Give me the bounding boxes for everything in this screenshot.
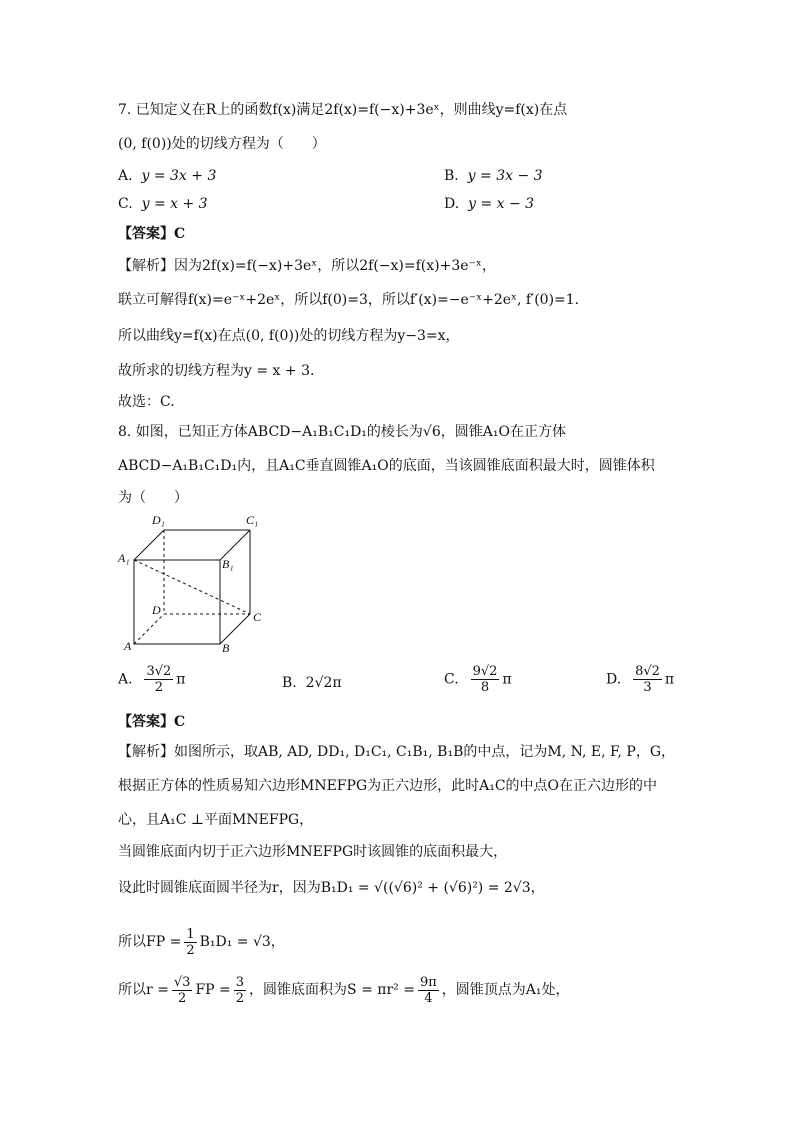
label-a: A: [124, 639, 132, 653]
q8-answer: 【答案】C: [118, 714, 186, 730]
q7-analysis-line5: 故选：C.: [118, 394, 175, 410]
label-d1: D₁: [152, 513, 165, 527]
q7-option-b: B. y = 3x − 3: [444, 168, 543, 184]
label-c: C: [253, 610, 262, 624]
q8-stem-line1: 8. 如图，已知正方体ABCD−A₁B₁C₁D₁的棱长为√6，圆锥A₁O在正方体: [118, 424, 566, 440]
edge-b1c1: [220, 530, 250, 560]
label-b: B: [222, 641, 230, 655]
label-d: D: [152, 603, 161, 617]
q7-analysis-line4: 故所求的切线方程为y = x + 3.: [118, 363, 315, 379]
edge-bc: [220, 614, 250, 644]
q8-option-c: C. $\frac{9√2}{8}$ π: [444, 664, 512, 695]
q7-option-c: C. y = x + 3: [118, 196, 208, 212]
label-c1: C₁: [246, 513, 259, 527]
q8-analysis-line2: 根据正方体的性质易知六边形MNEFPG为正六边形，此时A₁C的中点O在正六边形的中: [118, 778, 658, 794]
q8-analysis-line4: 当圆锥底面内切于正六边形MNEFPG时该圆锥的底面积最大，: [118, 844, 508, 860]
q7-analysis-line2: 联立可解得f(x)=e⁻ˣ+2eˣ，所以f(0)=3，所以f′(x)=−e⁻ˣ+2eˣ, f′(0)=1.: [118, 292, 580, 308]
edge-ad: [134, 614, 164, 644]
q7-stem-line1: 7. 已知定义在R上的函数f(x)满足2f(x)=f(−x)+3eˣ，则曲线y=f(x)在点: [118, 102, 568, 118]
cube-figure: [112, 510, 282, 656]
q8-option-d: D. $\frac{8√2}{3}$ π: [606, 664, 675, 695]
q8-analysis-line3: 心，且A₁C ⊥平面MNEFPG，: [118, 812, 314, 828]
q8-stem-line2: ABCD−A₁B₁C₁D₁内，且A₁C垂直圆锥A₁O的底面，当该圆锥底面积最大时，圆锥体积: [118, 458, 655, 474]
q7-answer: 【答案】C: [118, 226, 186, 242]
q8-fp-line: 所以FP = $\frac{1}{2}$ B₁D₁ = √3，: [118, 926, 285, 958]
q7-analysis-line3: 所以曲线y=f(x)在点(0, f(0))处的切线方程为y−3=x，: [118, 328, 460, 344]
q8-option-b: B. 2√2π: [282, 675, 342, 691]
q8-analysis-line5: 设此时圆锥底面圆半径为r，因为B₁D₁ = √((√6)² + (√6)²) = 2√3，: [118, 880, 545, 896]
q7-stem-line2: (0, f(0))处的切线方程为（ ）: [118, 136, 326, 152]
label-b1: B₁: [222, 557, 234, 571]
q7-option-a: A. y = 3x + 3: [118, 168, 217, 184]
q8-option-a: A. $\frac{3√2}{2}$ π: [118, 664, 186, 695]
q8-r-line: 所以r = $\frac{√3}{2}$ FP = $\frac{3}{2}$ ，圆锥底面积为S = πr² = $\frac{9\pi}{4}$ ，圆锥顶点为A₁处，: [118, 974, 570, 1006]
q7-option-d: D. y = x − 3: [444, 196, 535, 212]
q7-analysis-line1: 【解析】因为2f(x)=f(−x)+3eˣ，所以2f(−x)=f(x)+3e⁻ˣ，: [118, 258, 496, 274]
q8-stem-line3: 为（ ）: [118, 490, 188, 506]
label-a1: A₁: [118, 551, 130, 565]
edge-a1d1: [134, 530, 164, 560]
q8-analysis-line1: 【解析】如图所示，取AB, AD, DD₁, D₁C₁, C₁B₁, B₁B的中点，记为M, N, E, F, P，G，: [118, 744, 676, 760]
